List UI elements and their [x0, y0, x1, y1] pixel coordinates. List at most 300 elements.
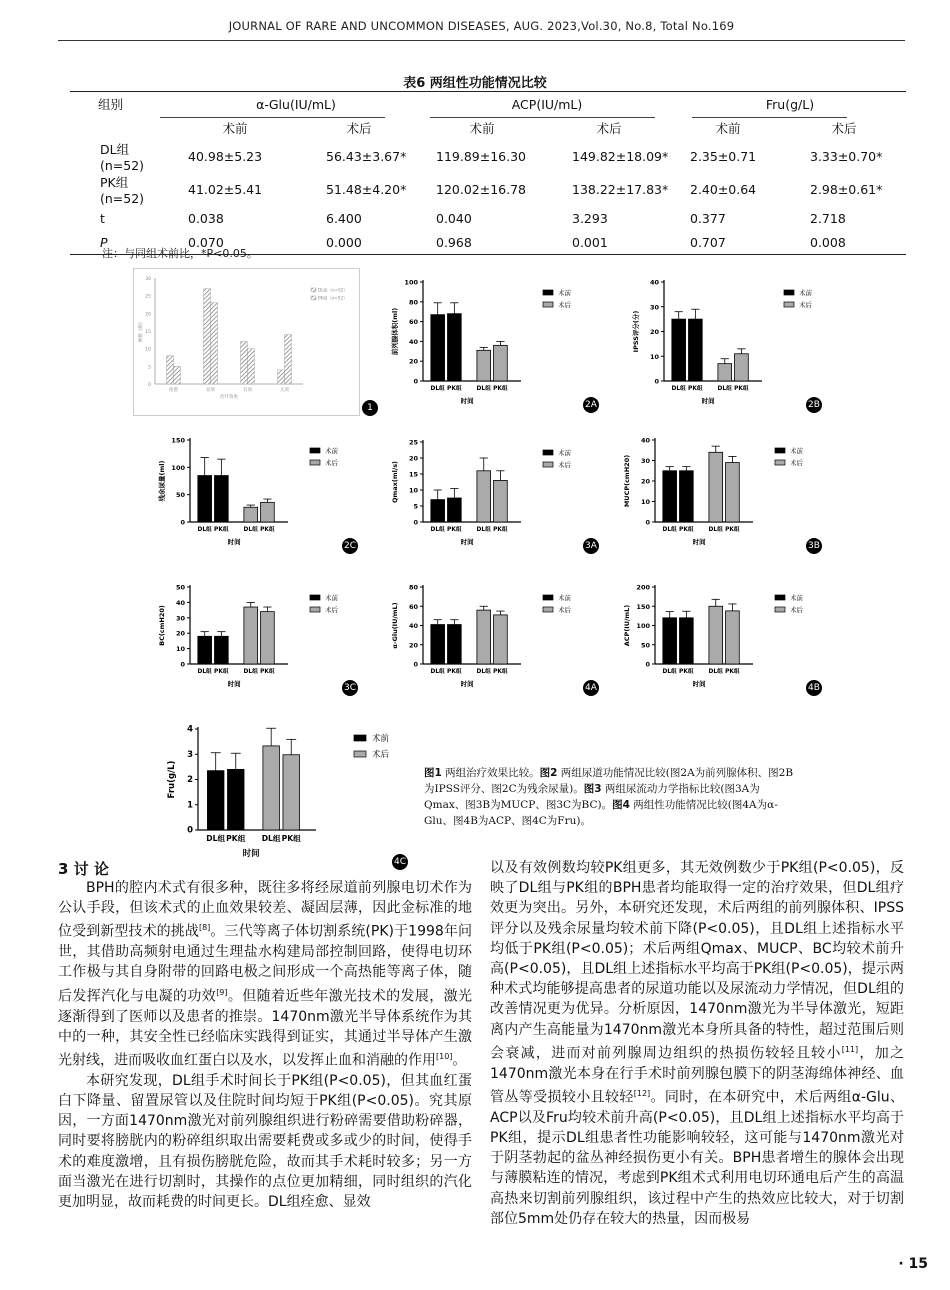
legend-label: 术后	[790, 459, 803, 467]
legend-label: 术后	[558, 606, 571, 614]
bar	[431, 315, 445, 381]
bar	[261, 612, 275, 664]
table-cell: 0.377	[690, 210, 726, 226]
bar	[477, 610, 491, 664]
figure-2a-chart	[383, 272, 601, 415]
table-note: 注：与同组术前比，*P<0.05。	[102, 247, 258, 260]
legend-swatch	[775, 595, 785, 600]
citation: [12]	[633, 1088, 651, 1098]
y-tick-label: 15	[145, 330, 151, 335]
bar	[278, 370, 285, 384]
right-column	[490, 858, 904, 1229]
x-axis-label: 时间	[460, 397, 474, 405]
bar	[261, 502, 275, 522]
table-cell: 51.48±4.20*	[326, 182, 407, 197]
y-tick-label: 25	[145, 294, 151, 300]
text: 以及有效例数均较PK组更多，其无效例数少于PK组(P<0.05)，反映了DL组与PK组的BPH患者均能取得一定的治疗效果，但DL组疗效更为突出。另外，本研究还发现，术后两组的前列腺体积、IPSS评分以及残余尿量均较术前下降(P<0.05)，且DL组上述指标水平均低于PK组(P<0.05)；术后两组Qmax、MUCP、BC均较术前升高(P<0.05)，且DL组上述指标水平均高于PK组(P<0.05)，提示两种术式均能够提高患者的尿道功能以及尿流动力学情况，但DL组的改善情况更为优异。分析原因，1470nm激光为半导体激光，短距离内产生高能量为1470nm激光本身所具备的特性，超过范围后则会衰减，进而对前列腺周边组织的热损伤较轻且较小	[490, 860, 904, 1062]
x-tick-label: DL组	[476, 669, 491, 675]
table-cell: 0.707	[674, 230, 782, 255]
table-cell: 138.22±17.83*	[572, 182, 669, 197]
table-cell: 149.82±18.09*	[572, 149, 669, 164]
y-tick-label: 40	[649, 278, 659, 287]
y-tick-label: 100	[636, 622, 650, 630]
x-tick-label: 有效	[243, 388, 252, 393]
fig-ref: 图3	[583, 783, 602, 795]
legend-label: 术前	[558, 449, 571, 457]
sub-header: 术后	[346, 121, 372, 136]
legend-swatch	[310, 448, 320, 453]
table-6	[70, 91, 906, 255]
table-cell: 0.070	[172, 230, 298, 255]
table-row	[70, 206, 906, 230]
metric-header: ACP(IU/mL)	[420, 92, 674, 117]
bar	[477, 471, 491, 522]
bar	[244, 507, 258, 522]
legend-swatch	[354, 735, 366, 741]
table-cell: 2.718	[810, 210, 846, 226]
x-tick-label: PK组	[679, 669, 694, 675]
legend-swatch	[543, 607, 553, 612]
legend-label: 术后	[325, 459, 338, 467]
legend-label: 术后	[325, 606, 338, 614]
chart-svg	[615, 430, 824, 556]
y-tick-label: 20	[649, 328, 659, 336]
page-number: · 15	[898, 1256, 928, 1272]
legend-swatch	[310, 460, 320, 465]
legend-label: 术前	[558, 289, 571, 297]
x-tick-label: PK组	[493, 527, 508, 533]
table-row	[70, 140, 906, 173]
bar	[167, 356, 174, 384]
table-subheader-row	[70, 116, 906, 140]
text: 。三代等离子体切割系统(PK)于1998年问世，其借助高频射电通过生理盐水构建局部控制回路，使得电切环工作极与其自身附带的回路电极之间形成一个高热能等离子体，随后发挥汽化与电凝的功效	[58, 924, 472, 1005]
row-label: DL组(n=52)	[100, 142, 145, 173]
x-tick-label: DL组	[206, 834, 226, 843]
bar	[680, 618, 694, 664]
x-tick-label: PK组	[226, 834, 246, 843]
y-tick-label: 20	[408, 641, 418, 650]
bar	[448, 498, 462, 522]
y-tick-label: 50	[640, 641, 650, 650]
bar	[174, 366, 181, 384]
x-axis-label: 时间	[242, 849, 260, 859]
y-axis-label: α-Glu(IU/mL)	[391, 602, 399, 649]
x-tick-label: PK组	[679, 527, 694, 533]
bar	[283, 755, 300, 830]
legend-swatch	[310, 607, 320, 612]
sub-header: 术后	[831, 121, 857, 136]
y-axis-label: Fru(g/L)	[167, 760, 177, 799]
bar	[241, 342, 248, 384]
x-tick-label: PK组	[734, 386, 749, 392]
x-axis-label: 时间	[460, 680, 474, 688]
x-tick-label: DL组	[197, 669, 212, 675]
table-header-row	[70, 92, 906, 117]
x-axis-label: 治疗效果	[220, 395, 238, 400]
bar	[689, 319, 703, 381]
y-tick-label: 0	[148, 383, 151, 388]
bar	[215, 476, 229, 522]
bar	[494, 345, 508, 381]
x-axis-label: 时间	[460, 538, 474, 546]
y-tick-label: 10	[145, 347, 151, 353]
x-tick-label: PK组	[688, 386, 703, 392]
table-cell: 0.040	[436, 210, 472, 226]
bar	[680, 471, 694, 522]
metric-header: α-Glu(IU/mL)	[172, 92, 420, 117]
x-tick-label: DL组	[261, 834, 281, 843]
sub-header: 术前	[715, 121, 741, 136]
paragraph	[58, 878, 472, 1071]
y-tick-label: 200	[636, 583, 650, 592]
legend-swatch	[354, 751, 366, 757]
y-tick-label: 0	[654, 377, 659, 386]
text: 。	[452, 1052, 467, 1069]
y-tick-label: 5	[148, 365, 151, 371]
x-axis-label: 时间	[701, 397, 715, 405]
figure-3b-chart	[615, 430, 824, 556]
table-row	[70, 173, 906, 206]
y-tick-label: 1	[187, 800, 193, 811]
section-title: 3 讨 论	[58, 860, 109, 878]
table-cell: 2.35±0.71	[690, 149, 757, 164]
bar	[477, 350, 491, 381]
text: BPH的腔内术式有很多种，既往多将经尿道前列腺电切术作为公认手段，但该术式的止血效果较差、凝固层薄，因此金标准的地位受到新型技术的挑战	[58, 880, 472, 941]
bar	[228, 769, 245, 830]
y-tick-label: 80	[408, 298, 418, 307]
y-tick-label: 30	[145, 277, 151, 282]
x-tick-label: PK组	[493, 386, 508, 392]
figure-4a-chart	[383, 577, 601, 698]
figure-4c-chart	[160, 717, 410, 872]
table-cell: 40.98±5.23	[188, 149, 263, 164]
figure-caption	[424, 765, 794, 829]
y-tick-label: 50	[175, 583, 185, 592]
bar	[494, 615, 508, 664]
bar	[248, 349, 255, 384]
bar	[285, 335, 292, 384]
y-axis-label: 残余尿量(ml)	[158, 460, 166, 502]
legend-swatch	[543, 450, 553, 455]
x-axis-label: 时间	[227, 538, 241, 546]
x-tick-label: DL组	[717, 386, 732, 392]
bar	[198, 476, 212, 522]
bar	[726, 463, 740, 522]
bar	[211, 303, 218, 384]
y-axis-label: MUCP(cmH20)	[623, 454, 631, 508]
table-cell: 120.02±16.78	[436, 182, 526, 197]
table-cell: 2.40±0.64	[690, 182, 757, 197]
y-tick-label: 2	[187, 775, 193, 785]
y-tick-label: 50	[175, 491, 185, 500]
chart-svg	[150, 577, 360, 698]
x-tick-label: PK组	[493, 669, 508, 675]
chart-svg	[150, 430, 360, 556]
figure-1-chart	[133, 268, 373, 416]
figure-4b-chart	[615, 577, 824, 698]
table-cell: 6.400	[326, 210, 362, 226]
figure-2b-chart	[624, 272, 824, 415]
y-axis-label: BC(cmH20)	[158, 605, 166, 646]
legend-label: 术后	[372, 750, 390, 760]
bar	[431, 500, 445, 522]
y-axis-label: Qmax(ml/s)	[391, 460, 399, 504]
table-cell: 3.33±0.70*	[810, 149, 883, 164]
legend-swatch	[784, 290, 794, 295]
row-label: t	[100, 210, 105, 226]
legend-swatch	[311, 288, 316, 292]
x-tick-label: PK组	[725, 527, 740, 533]
figure-3a-chart	[383, 432, 601, 556]
fig-ref: 图1	[424, 767, 442, 779]
sub-header: 术后	[596, 121, 622, 136]
sub-header: 术前	[469, 121, 495, 136]
figure-2c-chart	[150, 430, 360, 556]
citation: [8]	[198, 923, 211, 933]
y-tick-label: 10	[408, 486, 418, 495]
x-tick-label: DL组	[243, 527, 258, 533]
chart-svg	[615, 577, 824, 698]
legend-label: DL组（n=52）	[318, 287, 348, 293]
bar	[204, 289, 211, 384]
row-label: P	[70, 230, 172, 255]
legend-swatch	[543, 595, 553, 600]
x-axis-label: 时间	[227, 680, 241, 688]
legend-swatch	[775, 448, 785, 453]
legend-swatch	[311, 296, 316, 300]
paragraph	[490, 858, 904, 1229]
y-tick-label: 25	[408, 438, 418, 447]
y-tick-label: 40	[640, 436, 650, 445]
bar	[431, 625, 445, 664]
y-tick-label: 100	[404, 278, 418, 287]
bar	[672, 319, 686, 381]
chart-svg	[383, 432, 601, 556]
bar	[726, 611, 740, 664]
x-tick-label: DL组	[662, 669, 677, 675]
legend-label: 术前	[372, 734, 390, 744]
table-cell: 0.001	[544, 230, 674, 255]
x-tick-label: PK组	[260, 527, 275, 533]
y-tick-label: 40	[175, 598, 185, 607]
bar	[215, 636, 229, 664]
figure-badge: 4A	[583, 680, 599, 696]
legend-label: 术后	[799, 301, 812, 309]
text: 。同时，在本研究中，术后两组α-Glu、ACP以及Fru均较术前升高(P<0.05)，且DL组上述指标水平均高于PK组，提示DL组患者性功能影响较轻，这可能与1470nm激光对于阴茎勃起的盆丛神经损伤更小有关。BPH患者增生的腺体会出现与薄膜粘连的情况，考虑到PK组术式利用电切环通电后产生的高温高热来切割前列腺组织，该过程中产生的热效应比较大，对于切割部位5mm处仍存在较大的热量，因而极易	[490, 1089, 904, 1227]
header-rule	[430, 117, 655, 118]
header-rule	[160, 117, 385, 118]
y-tick-label: 10	[649, 352, 659, 361]
x-tick-label: PK组	[447, 386, 462, 392]
chart-svg	[383, 272, 601, 415]
row-label: PK组(n=52)	[100, 175, 145, 206]
fig-ref: 图2	[539, 767, 558, 779]
left-column	[58, 878, 472, 1212]
x-axis-label: 时间	[692, 680, 706, 688]
y-tick-label: 150	[636, 602, 650, 611]
y-tick-label: 0	[413, 377, 418, 386]
figure-badge: 1	[362, 400, 378, 416]
table-cell: 56.43±3.67*	[326, 149, 407, 164]
table-cell: 0.008	[782, 230, 906, 255]
x-tick-label: PK组	[447, 669, 462, 675]
table-cell: 3.293	[572, 210, 608, 226]
legend-label: 术前	[790, 594, 803, 602]
y-tick-label: 0	[180, 518, 185, 527]
bar	[244, 607, 258, 664]
y-tick-label: 100	[171, 463, 185, 472]
x-tick-label: DL组	[430, 386, 445, 392]
x-tick-label: 显效	[206, 388, 215, 393]
y-tick-label: 0	[645, 660, 650, 669]
legend-swatch	[775, 607, 785, 612]
citation: [10]	[436, 1051, 453, 1061]
legend-label: 术后	[790, 606, 803, 614]
y-tick-label: 0	[187, 825, 193, 836]
legend-swatch	[543, 302, 553, 307]
table-cell: 0.968	[420, 230, 544, 255]
legend-swatch	[775, 460, 785, 465]
bar	[735, 354, 749, 381]
figure-badge: 3B	[806, 538, 822, 554]
y-tick-label: 10	[640, 498, 650, 506]
table-cell: 119.89±16.30	[436, 149, 526, 164]
x-tick-label: DL组	[708, 527, 723, 533]
y-tick-label: 0	[180, 660, 185, 669]
figure-badge: 3C	[342, 680, 358, 696]
x-tick-label: DL组	[476, 527, 491, 533]
legend-label: 术后	[558, 301, 571, 309]
citation: [9]	[216, 987, 228, 997]
table-cell: 2.98±0.61*	[810, 182, 883, 197]
y-tick-label: 20	[640, 477, 650, 486]
y-tick-label: 30	[649, 303, 659, 312]
group-header: 组别	[70, 92, 172, 117]
y-tick-label: 3	[187, 749, 193, 760]
bar	[263, 746, 280, 830]
legend-swatch	[310, 595, 320, 600]
chart-svg	[383, 577, 601, 698]
y-tick-label: 20	[175, 629, 185, 638]
y-tick-label: 0	[413, 518, 418, 527]
legend-label: 术前	[325, 594, 338, 602]
bar	[663, 471, 677, 522]
y-tick-label: 40	[408, 337, 418, 346]
chart-svg	[133, 268, 360, 416]
y-tick-label: 5	[413, 502, 418, 511]
y-tick-label: 40	[408, 622, 418, 630]
x-tick-label: DL组	[476, 386, 491, 392]
y-tick-label: 30	[175, 614, 185, 623]
caption-text: 两组治疗效果比较。	[441, 767, 540, 779]
bar	[663, 618, 677, 664]
x-tick-label: DL组	[197, 527, 212, 533]
header-rule	[692, 117, 847, 118]
table-caption: 表6 两组性功能情况比较	[403, 76, 547, 91]
figure-badge: 2C	[342, 538, 358, 554]
x-tick-label: PK组	[214, 527, 229, 533]
bar	[718, 364, 732, 381]
x-tick-label: PK组	[447, 527, 462, 533]
y-tick-label: 60	[408, 318, 418, 327]
table-cell: 41.02±5.41	[188, 182, 263, 197]
y-tick-label: 150	[171, 436, 185, 445]
bar	[448, 314, 462, 381]
bar	[709, 606, 723, 664]
caption-text: 两组性功能情况比较(图4A为α-Glu、图4B为ACP、图4C为Fru)。	[424, 799, 778, 827]
y-tick-label: 60	[408, 602, 418, 611]
legend-label: 术后	[558, 461, 571, 469]
y-axis-label: 例数（例）	[139, 319, 144, 343]
y-tick-label: 20	[145, 312, 151, 318]
y-tick-label: 80	[408, 583, 418, 592]
x-axis-label: 时间	[692, 538, 706, 546]
x-tick-label: 痊愈	[169, 388, 178, 393]
y-axis-label: ACP(IU/mL)	[623, 604, 631, 647]
paragraph: 本研究发现，DL组手术时间长于PK组(P<0.05)，但其血红蛋白下降量、留置尿管以及住院时间均短于PK组(P<0.05)。究其原因，一方面1470nm激光对前列腺组织进行粉碎需要借助粉碎器，同时要将膀胱内的粉碎组织取出需要耗费或多或少的时间，使得手术的难度激增，且有损伤膀胱危险，故而其手术耗时较多；另一方面当激光在进行切割时，其操作的点位更加精细，同时组织的汽化更加明显，故而耗费的时间更长。DL组痊愈、显效	[58, 1072, 472, 1211]
x-tick-label: DL组	[430, 527, 445, 533]
x-tick-label: DL组	[430, 669, 445, 675]
figure-badge: 4C	[392, 854, 408, 870]
y-axis-label: IPSS评分(分)	[632, 310, 640, 353]
bar	[207, 771, 224, 830]
y-tick-label: 30	[640, 457, 650, 465]
x-tick-label: 无效	[280, 388, 289, 393]
y-tick-label: 20	[408, 454, 418, 463]
x-tick-label: PK组	[281, 834, 301, 843]
y-tick-label: 10	[175, 645, 185, 654]
metric-header: Fru(g/L)	[674, 92, 906, 117]
sub-header: 术前	[222, 121, 248, 136]
figure-badge: 2B	[806, 397, 822, 413]
legend-label: 术前	[325, 447, 338, 455]
fig-ref: 图4	[612, 799, 630, 811]
y-tick-label: 20	[408, 357, 418, 366]
y-tick-label: 0	[413, 660, 418, 669]
x-tick-label: DL组	[708, 669, 723, 675]
bar	[198, 636, 212, 664]
table-cell: 0.000	[298, 230, 420, 255]
x-tick-label: DL组	[671, 386, 686, 392]
caption-text: 两组尿道功能情况比较(图2A为前列腺体积、图2B为IPSS评分、图2C为残余尿量)。	[424, 767, 794, 795]
citation: [11]	[841, 1044, 859, 1054]
x-tick-label: PK组	[260, 669, 275, 675]
figure-badge: 2A	[583, 397, 599, 413]
bar	[448, 625, 462, 664]
legend-swatch	[543, 290, 553, 295]
legend-label: PK组（n=52）	[318, 295, 348, 301]
legend-label: 术前	[799, 289, 812, 297]
legend-swatch	[784, 302, 794, 307]
chart-svg	[624, 272, 824, 415]
x-tick-label: PK组	[725, 669, 740, 675]
text: ，加之1470nm激光本身在行手术时前列腺包膜下的阴茎海绵体神经、血管丛等受损较小且较轻	[490, 1045, 904, 1106]
y-tick-label: 15	[408, 470, 418, 479]
legend-swatch	[543, 462, 553, 467]
caption-text: 两组尿流动力学指标比较(图3A为Qmax、图3B为MUCP、图3C为BC)。	[424, 783, 760, 811]
y-tick-label: 4	[187, 724, 193, 735]
figure-3c-chart	[150, 577, 360, 698]
text: 。但随着近些年激光技术的发展，激光逐渐得到了医师以及患者的推崇。1470nm激光半导体系统作为其中的一种，其安全性已经临床实践得到证实，其通过半导体产生激光射线，进而吸收血红蛋白以及水，以发挥止血和消融的作用	[58, 988, 473, 1069]
bar	[709, 452, 723, 522]
chart-svg	[160, 717, 410, 872]
table-cell: 0.038	[188, 210, 224, 226]
figure-badge: 4B	[806, 680, 822, 696]
legend-label: 术前	[790, 447, 803, 455]
y-axis-label: 前列腺体积(ml)	[391, 307, 399, 356]
figure-badge: 3A	[583, 538, 599, 554]
legend-label: 术前	[558, 594, 571, 602]
